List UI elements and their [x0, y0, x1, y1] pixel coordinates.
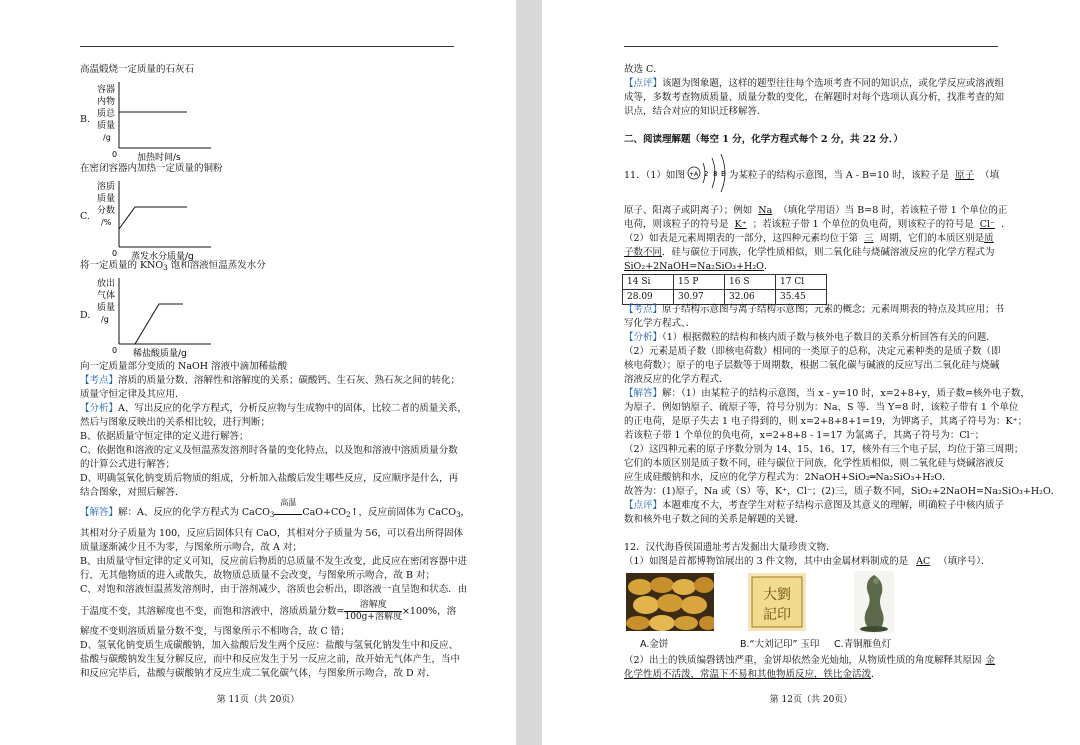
q11-line-6: SiO₂+2NaOH=Na₂SiO₃+H₂O．	[624, 261, 774, 272]
kaodian-line-1: 【考点】溶质的质量分数、溶解性和溶解度的关系；碳酸钙、生石灰、熟石灰之间的转化；	[80, 375, 461, 386]
atom-shell-2: 8	[712, 170, 718, 178]
image-b-caption: B.“大刘记印” 玉印	[740, 639, 820, 650]
header-rule	[80, 46, 454, 47]
kd-line-1: 【考点】原子结构示意图与离子结构示意图；元素的概念；元素周期表的特点及其应用；书	[624, 304, 1005, 315]
dianping-line-2: 成等，多数考查物质质量、质量分数的变化，在解题时对每个选项认真分析，找准考查的知	[624, 92, 1005, 103]
graph-c-ylabel-2: 质量	[97, 194, 116, 204]
graph-b-ylabel-2: 内物	[97, 97, 116, 107]
jieda-line-5: 行，无其他物质的进入或散失，故物质总质量不会改变，与图象所示吻合，故 B 对；	[80, 570, 436, 581]
q12-line-3: （2）出土的铁质编磬锈蚀严重，金饼却依然金光灿灿，从物质性质的角度解释其原因 金	[624, 655, 996, 666]
q11-line-1: 11．（1）如图 +A 2 8 B 为某粒子的结构示意图，当 A - B=10 时，该粒子是 原子 （填	[624, 168, 999, 184]
fenxi-line-4: C、依据饱和溶液的定义及恒温蒸发溶剂时各量的变化特点，以及饱和溶液中溶质质量分数	[80, 445, 458, 456]
graph-d-xlabel: 稀盐酸质量/g	[133, 349, 187, 359]
answer-line: 故选 C．	[624, 64, 663, 75]
dianping-line-3: 识点，结合对应的知识迁移解答．	[624, 106, 767, 117]
graph-d-ylabel-3: 质量	[97, 303, 116, 313]
kaodian-line-2: 质量守恒定律及其应用．	[80, 389, 185, 400]
gold-cakes-image	[626, 573, 714, 631]
jd-line-4: 若该粒子带 1 个单位的负电荷，x=2+8+8 - 1=17 为氯离子，其离子符号为：Cl⁻；	[624, 430, 985, 441]
solubility-fraction: $\frac{\text{溶解度}}{\text{100g+溶解度}}$	[344, 600, 402, 622]
page-footer: 第 11页（共 20页）	[216, 695, 300, 705]
graph-d	[95, 274, 215, 360]
fx-line-2: （2）元素是质子数（即核电荷数）相同的一类原子的总称，决定元素种类的是质子数（即	[624, 346, 1001, 357]
option-c-caption: 在密闭容器内加热一定质量的铜粉	[80, 163, 223, 174]
periodic-table-fragment	[622, 274, 827, 305]
table-row	[623, 275, 827, 290]
jade-seal-image	[748, 573, 806, 631]
q11-line-5: 子数不同．硅与碳位于同族，化学性质相似，则二氧化硅与烧碱溶液反应的化学方程式为	[624, 247, 995, 258]
kd-line-2: 写化学方程式、．	[624, 318, 696, 329]
jieda-line-8: 解度不变则溶质质量分数不变，与图象所示不相吻合，故 C 错；	[80, 626, 350, 637]
graph-b-origin: 0	[112, 150, 118, 159]
jieda-line-1: 【解答】解：A、反应的化学方程式为 CaCO$_3$ 高温 $CaO+CO_2↑$，反应前固体为 CaCO$_3$，	[80, 498, 471, 519]
graph-d-ylabel-1: 放出	[97, 279, 116, 289]
table-cell: 14 Si	[623, 275, 674, 290]
jieda-line-6: C、对饱和溶液恒温蒸发溶剂时，由于溶剂减少，溶质也会析出，即溶液一直呈饱和状态．由	[80, 584, 468, 595]
dp-line-2: 数和核外电子数之间的关系是解题的关键．	[624, 514, 805, 525]
atom-nucleus: +A	[688, 171, 699, 178]
graph-c-origin: 0	[112, 249, 118, 258]
atom-shell-1: 2	[703, 170, 709, 178]
option-b-label: B.	[80, 114, 91, 125]
graph-b-ylabel-4: 质量	[97, 121, 116, 131]
bronze-lamp-image	[854, 571, 894, 633]
dianping-line-1: 【点评】该题为图象题，这样的题型往往每个选项考查不同的知识点，或化学反应或溶液组	[624, 78, 1005, 89]
table-cell: 30.97	[674, 290, 725, 305]
option-e-caption: 向一定质量部分变质的 NaOH 溶液中滴加稀盐酸	[80, 361, 288, 372]
table-cell: 28.09	[623, 290, 674, 305]
jieda-line-7: 于温度不变，其溶解度也不变，而饱和溶液中，溶质质量分数= $\frac{\text{溶解度}}{\text{100g+溶解度}}\times 100\%$，溶	[80, 600, 457, 622]
fx-line-1: 【分析】（1）根据微粒的结构和核内质子数与核外电子数目的关系分析回答有关的问题．	[624, 332, 996, 343]
graph-b-xlabel: 加热时间/s	[137, 153, 181, 162]
q12-line-4: 化学性质不活泼，常温下不易和其他物质反应，铁比金活泼．	[624, 669, 881, 680]
image-a-caption: A.金饼	[640, 639, 669, 650]
graph-d-origin: 0	[112, 346, 118, 355]
section-title: 二、阅读理解题（每空 1 分，化学方程式每个 2 分，共 22 分．）	[624, 134, 904, 145]
fenxi-line-1: 【分析】A、写出反应的化学方程式，分析反应物与生成物中的固体，比较二者的质量关系，	[80, 403, 467, 414]
jieda-line-2: 其相对分子质量为 100，反应后固体只有 CaO，其相对分子质量为 56，可以看出所得固体	[80, 528, 464, 539]
fx-line-3: 核电荷数）；原子的电子层数等于周期数，根据二氧化碳与碱液的反应写出二氧化硅与烧碱	[624, 360, 1000, 371]
q11-line-4: （2）如表是元素周期表的一部分，这四种元素均位于第 三 周期，它们的本质区别是质	[624, 233, 994, 244]
atom-structure-diagram	[685, 168, 729, 178]
graph-b-ylabel-3: 质总	[97, 109, 116, 119]
table-cell: 17 Cl	[776, 275, 827, 290]
graph-b	[95, 78, 215, 162]
graph-b-ylabel-1: 容器	[97, 85, 116, 95]
jd-line-3: 的正电荷，是原子失去 1 电子得到的，则 x=2+8+8+1=19，为钾离子，其离子符号为：K⁺；	[624, 416, 1028, 427]
graph-c-ylabel-4: /%	[101, 218, 112, 227]
graph-c-xlabel: 蒸发水分质量/g	[131, 252, 194, 261]
jieda-line-4: B、由质量守恒定律的定义可知，反应前后物质的总质量不发生改变，此反应在密闭容器中进	[80, 556, 467, 567]
graph-c-ylabel-1: 溶质	[97, 182, 116, 192]
fenxi-line-6: D、明确氢氧化钠变质后物质的组成，分析加入盐酸后发生哪些反应，反应顺序是什么，再	[80, 473, 459, 484]
page-footer: 第 12页（共 20页）	[769, 695, 853, 705]
image-c-caption: C.青铜雁鱼灯	[834, 639, 892, 650]
table-cell: 16 S	[725, 275, 776, 290]
graph-c	[95, 177, 215, 261]
fenxi-line-7: 结合图象，对照后解答．	[80, 487, 185, 498]
seal-text-2: 記印	[763, 607, 791, 623]
graph-b-ylabel-5: /g	[103, 133, 111, 142]
jd-line-6: 它们的本质区别是质子数不同，硅与碳位于同族，化学性质相似，则二氧化硅与烧碱溶液反	[624, 458, 1005, 469]
table-cell: 32.06	[725, 290, 776, 305]
page-11	[0, 0, 516, 745]
q11-answer-1: 原子	[955, 170, 975, 181]
table-cell: 35.45	[776, 290, 827, 305]
jd-line-2: 为原子．例如钠原子、硫原子等，符号分别为：Na、S 等．当 Y=8 时，该粒子带有 1 个单位	[624, 402, 1019, 413]
option-d-caption: 将一定质量的 $KNO_3$ 饱和溶液恒温蒸发水分	[80, 260, 266, 272]
page-12	[542, 0, 1080, 745]
fx-line-4: 溶液反应的化学方程式．	[624, 374, 729, 385]
fenxi-line-5: 的计算公式进行解答；	[80, 459, 176, 470]
jd-line-5: （2）这四种元素的原子序数分别为 14、15、16、17，核外有三个电子层，均位于第三周期；	[624, 444, 1024, 455]
table-cell: 15 P	[674, 275, 725, 290]
seal-text-1: 大劉	[763, 587, 791, 603]
option-c-label: C.	[80, 211, 90, 222]
jieda-line-3: 质量逐渐减少且不为零，与图象所示吻合，故 A 对；	[80, 542, 302, 553]
jd-line-7: 应生成硅酸钠和水，反应的化学方程式为：2NaOH+SiO₂═Na₂SiO₃+H₂O．	[624, 472, 952, 483]
graph-d-ylabel-2: 气体	[97, 291, 116, 301]
graph-d-ylabel-4: /g	[101, 315, 109, 324]
header-rule	[624, 46, 998, 47]
fenxi-line-2: 然后与图象反映出的关系相比较，进行判断；	[80, 417, 271, 428]
option-d-label: D.	[80, 310, 91, 321]
jieda-line-10: 盐酸与碳酸钠发生复分解反应，而中和反应发生于另一反应之前，故开始无气体产生，当中	[80, 654, 461, 665]
option-b-caption: 高温煅烧一定质量的石灰石	[80, 64, 195, 75]
fenxi-line-3: B、依据质量守恒定律的定义进行解答；	[80, 431, 249, 442]
dp-line-1: 【点评】本题难度不大，考查学生对粒子结构示意图及其意义的理解，明确粒子中核内质子	[624, 500, 1005, 511]
graph-c-ylabel-3: 分数	[97, 206, 116, 216]
jd-line-1: 【解答】解：（1）由某粒子的结构示意图，当 x - y=10 时，x=2+8+y，质子数=核外电子数，	[624, 388, 1031, 399]
jd-line-8: 故答为：(1)原子，Na 或（S）等，K⁺，Cl⁻；(2)三，质子数不同，SiO₂+2NaOH=Na₂SiO₃+H₂O．	[624, 486, 1061, 497]
jieda-line-9: D、氢氧化钠变质生成碳酸钠，加入盐酸后发生两个反应：盐酸与氢氧化钠发生中和反应、	[80, 640, 459, 651]
q11-line-3: 电荷，则该粒子的符号是 K⁺ ；若该粒子带 1 个单位的负电荷，则该粒子的符号是 Cl⁻ ．	[624, 219, 1011, 230]
q12-line-2: （1）如图是首都博物馆展出的 3 件文物，其中由金属材料制成的是 AC （填序号）．	[624, 556, 991, 567]
q11-line-2: 原子、阳离子或阴离子）；例如 Na （填化学用语）当 B=8 时，若该粒子带 1 个单位的正	[624, 205, 1008, 216]
q12-line-1: 12．汉代海昏侯国遗址考古发掘出大量珍贵文物．	[624, 542, 836, 553]
jieda-line-11: 和反应完毕后，盐酸与碳酸钠才反应生成二氧化碳气体，与图象所示吻合，故 D 对．	[80, 668, 436, 679]
reaction-condition: 高温	[280, 498, 297, 507]
atom-shell-3: B	[720, 170, 726, 178]
